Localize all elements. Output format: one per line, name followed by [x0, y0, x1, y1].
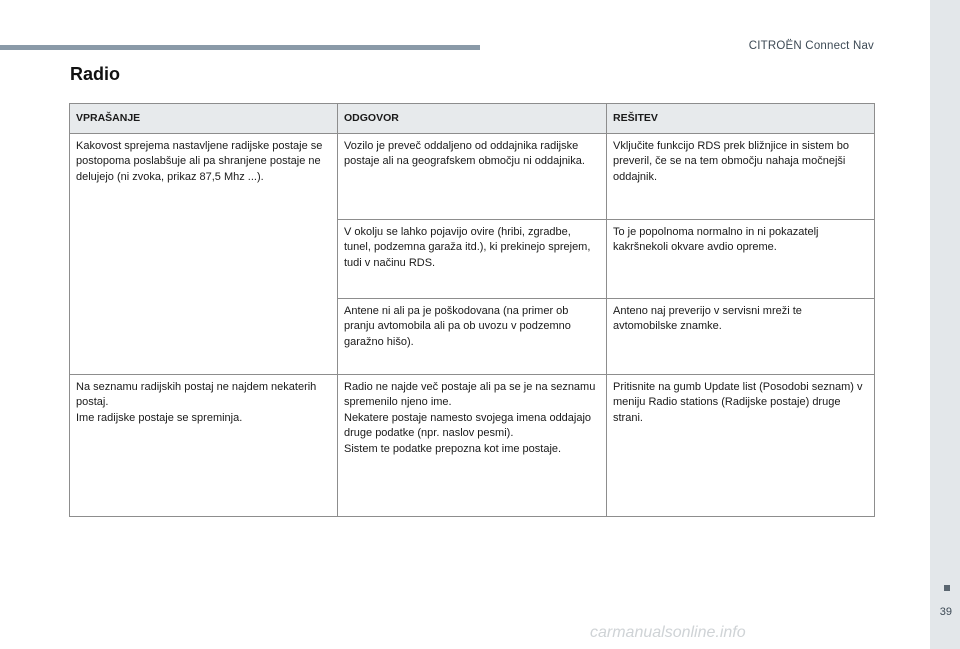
solution-cell: Anteno naj preverijo v servisni mreži te avtomobilske znamke.: [607, 299, 875, 375]
column-header-question: VPRAŠANJE: [70, 104, 338, 134]
table-row: [70, 375, 875, 517]
answer-line: Radio ne najde več postaje ali pa se je na seznamu spremenilo njeno ime.: [344, 381, 596, 409]
answer-cell: Vozilo je preveč oddaljeno od oddajnika radijske postaje ali na geografskem območju ni oddajnika.: [338, 134, 607, 220]
side-strip: [930, 0, 960, 649]
document-title: CITROËN Connect Nav: [748, 40, 874, 52]
answer-cell: V okolju se lahko pojavijo ovire (hribi, zgradbe, tunel, podzemna garaža itd.), ki prekinejo sprejem, tudi v načinu RDS.: [338, 220, 607, 299]
answer-cell: [338, 375, 607, 517]
watermark: carmanualsonline.info: [590, 624, 746, 641]
answer-line: Sistem te podatke prepozna kot ime postaje.: [344, 442, 562, 455]
answer-cell: Antene ni ali pa je poškodovana (na primer ob pranju avtomobila ali pa ob uvozu v podzemno garažno hišo).: [338, 299, 607, 375]
column-header-answer: ODGOVOR: [338, 104, 607, 134]
solution-cell: Vključite funkcijo RDS prek bližnjice in sistem bo preveril, če se na tem območju nahaja močnejši oddajnik.: [607, 134, 875, 220]
section-title: Radio: [70, 64, 121, 84]
answer-line: Nekatere postaje namesto svojega imena oddajajo druge podatke (npr. naslov pesmi).: [344, 411, 592, 440]
header-rule: [0, 45, 480, 50]
question-cell: [70, 375, 338, 517]
solution-cell: Pritisnite na gumb Update list (Posodobi seznam) v meniju Radio stations (Radijske postaje) druge strani.: [607, 375, 875, 517]
solution-cell: To je popolnoma normalno in ni pokazatelj kakršnekoli okvare avdio opreme.: [607, 220, 875, 299]
question-cell: Kakovost sprejema nastavljene radijske postaje se postopoma poslabšuje ali pa shranjene postaje ne delujejo (ni zvoka, prikaz 87,5 Mhz ...).: [70, 134, 338, 375]
table-row: [70, 134, 875, 220]
question-line: Ime radijske postaje se spreminja.: [76, 411, 243, 424]
faq-table: [69, 103, 875, 517]
page-marker: [944, 585, 950, 591]
column-header-solution: REŠITEV: [607, 104, 875, 134]
question-line: Na seznamu radijskih postaj ne najdem nekaterih postaj.: [76, 381, 317, 409]
table-header-row: [70, 104, 875, 134]
page-number: 39: [939, 606, 952, 618]
